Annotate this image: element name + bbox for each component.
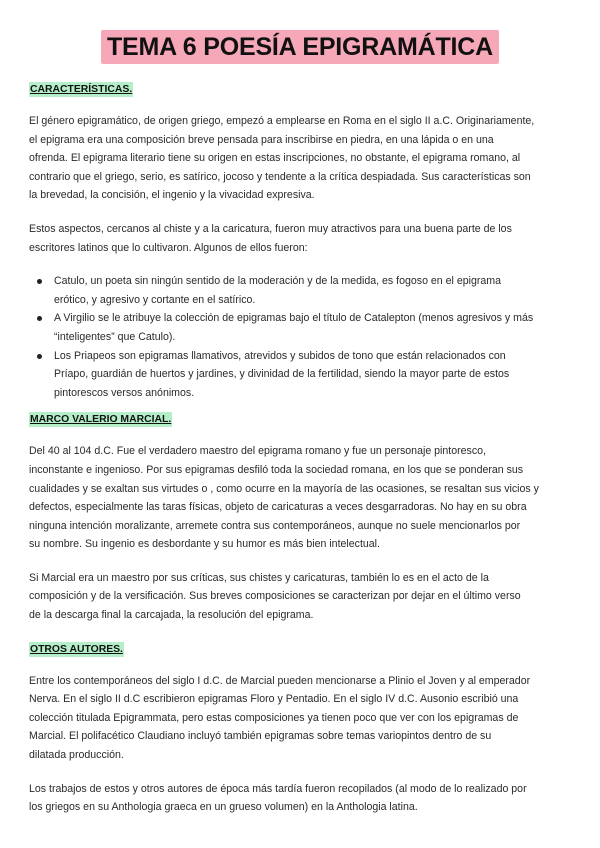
text-line: los griegos en su Anthologia graeca en un grueso volumen) en la Anthologia latina. (29, 801, 418, 814)
text-line: erótico, y agresivo y cortante en el satírico. (54, 293, 256, 306)
text-line: Príapo, guardián de huertos y jardines, y divinidad de la fertilidad, siendo la mayor parte de estos (54, 368, 510, 381)
list-item (54, 272, 574, 309)
text-line: contrario que el griego, serio, es satírico, jocoso y tendente a la crítica despiadada. Sus características son (29, 170, 531, 183)
section-heading-otros: OTROS AUTORES. (30, 643, 123, 655)
text-line: Estos aspectos, cercanos al chiste y a la caricatura, fueron muy atractivos para una buena parte de los (29, 222, 512, 235)
section-heading-marcial: MARCO VALERIO MARCIAL. (30, 414, 172, 426)
text-line: A Virgilio se le atribuye la colección de epigramas bajo el título de Catalepton (menos agresivos y más (54, 312, 534, 325)
text-line: colección titulada Epigrammata, pero estas composiciones ya tienen poco que ver con los epigramas de (29, 711, 519, 724)
text-line: Marcial. El polifacético Claudiano incluyó también epigramas sobre temas variopintos dentro de su (29, 730, 492, 743)
paragraph-caracteristicas-2 (29, 220, 574, 257)
document-body (29, 80, 574, 817)
text-line: cualidades y se exaltan sus virtudes o , como ocurre en la mayoría de las ocasiones, se resaltan sus vicios y (29, 482, 539, 495)
title-wrap (0, 30, 600, 64)
text-line: escritores latinos que lo cultivaron. Algunos de ellos fueron: (29, 241, 308, 254)
text-line: Del 40 al 104 d.C. Fue el verdadero maestro del epigrama romano y fue un personaje pintoresco, (29, 445, 486, 458)
section-heading-caracteristicas: CARACTERÍSTICAS. (30, 84, 133, 95)
text-line: inconstante e ingenioso. Por sus epigramas desfiló toda la sociedad romana, en los que se ponderan sus (29, 463, 524, 476)
bullet-icon (37, 354, 42, 359)
text-line: Nerva. En el siglo II d.C escribieron epigramas Floro y Pentadio. En el siglo IV d.C. Ausonio escribió una (29, 693, 519, 706)
paragraph-marcial-2 (29, 569, 574, 625)
paragraph-otros-2 (29, 780, 574, 817)
text-line: El género epigramático, de origen griego, empezó a emplearse en Roma en el siglo II a.C. Originariamente, (29, 115, 535, 127)
text-line: su nombre. Su ingenio es desbordante y su humor es más bien intelectual. (29, 538, 380, 551)
text-line: la brevedad, la concisión, el ingenio y la vivacidad expresiva. (29, 189, 315, 202)
text-line: composición y de la versificación. Sus breves composiciones se caracterizan por dejar en el último verso (29, 590, 521, 603)
text-line: Los Priapeos son epigramas llamativos, atrevidos y subidos de tono que están relacionados con (54, 349, 506, 362)
section-heading-block (29, 640, 574, 659)
bullet-icon (37, 279, 42, 284)
text-line: ninguna intención moralizante, arremete contra sus contemporáneos, aunque no suele mencionarlos por (29, 519, 521, 532)
section-heading-block (29, 80, 574, 99)
text-line: defectos, especialmente las taras físicas, objeto de caricaturas a veces desgarradoras. No hay en su obra (29, 501, 527, 514)
text-line: Catulo, un poeta sin ningún sentido de la moderación y de la medida, es fogoso en el epigrama (54, 275, 501, 288)
list-item (54, 347, 574, 403)
text-line: “inteligentes” que Catulo). (54, 330, 176, 343)
section-heading-block (29, 410, 574, 429)
text-line: pintorescos versos anónimos. (54, 386, 195, 399)
authors-list (29, 272, 574, 402)
list-item (54, 309, 574, 346)
text-line: dilatada producción. (29, 749, 124, 762)
text-line: Los trabajos de estos y otros autores de época más tardía fueron recopilados (al modo de lo realizado por (29, 782, 527, 795)
page-title: TEMA 6 POESÍA EPIGRAMÁTICA (101, 30, 499, 64)
text-line: ofrenda. El epigrama literario tiene su origen en estas inscripciones, no obstante, el epigrama romano, al (29, 152, 521, 165)
paragraph-marcial-1 (29, 442, 574, 554)
text-line: Si Marcial era un maestro por sus críticas, sus chistes y caricaturas, también lo es en el acto de la (29, 571, 489, 584)
paragraph-caracteristicas-1 (29, 112, 574, 205)
bullet-icon (37, 316, 42, 321)
paragraph-otros-1 (29, 672, 574, 765)
text-line: Entre los contemporáneos del siglo I d.C. de Marcial pueden mencionarse a Plinio el Joven y al emperador (29, 674, 531, 687)
text-line: de la descarga final la carcajada, la resolución del epigrama. (29, 609, 314, 622)
text-line: el epigrama era una composición breve pensada para inscribirse en piedra, en una lápida o en una (29, 133, 494, 146)
